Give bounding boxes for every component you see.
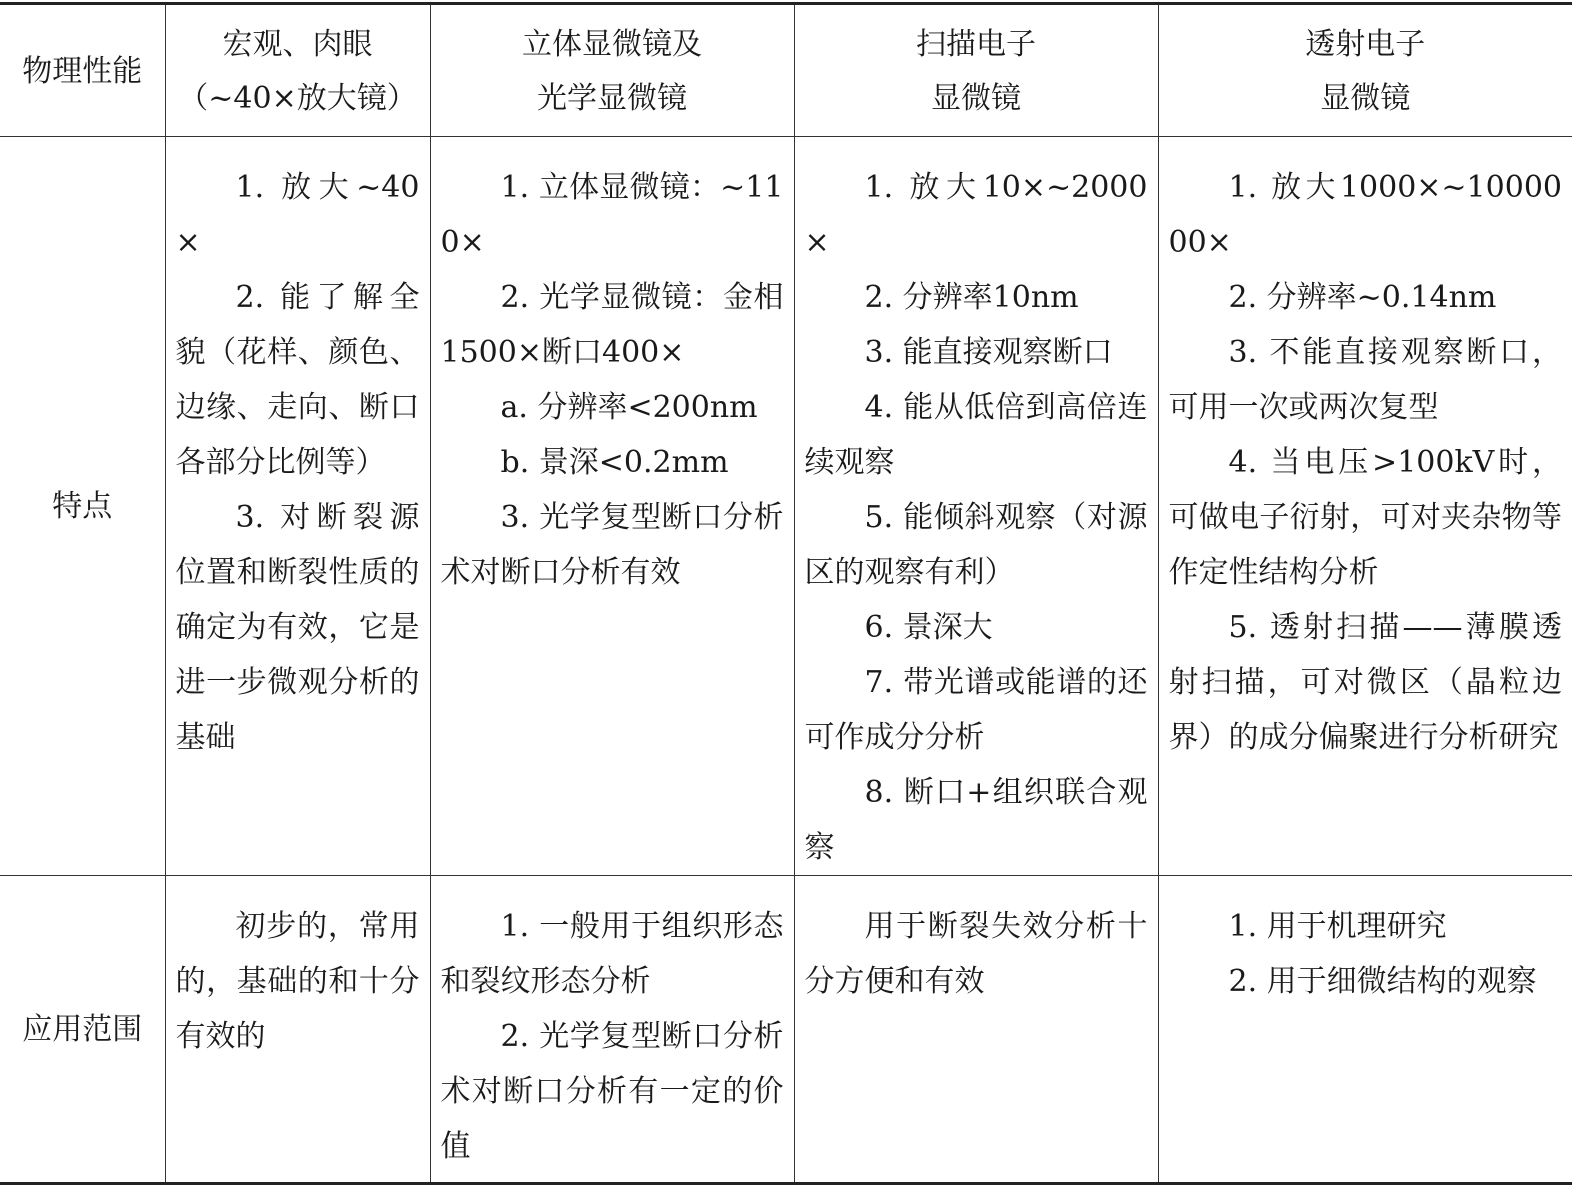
features-row [0, 137, 1572, 876]
header-col4-line1: 透射电子 [1159, 18, 1572, 72]
application-optical-item: 2. 光学复型断口分析术对断口分析有一定的价值 [441, 1009, 784, 1174]
application-macro-cell [165, 876, 430, 1184]
header-tem [1158, 4, 1572, 137]
features-optical-item: 1. 立体显微镜：~110× [441, 160, 784, 270]
header-optical [430, 4, 794, 137]
features-macro-cell [165, 137, 430, 876]
features-optical-item: 3. 光学复型断口分析术对断口分析有效 [441, 490, 784, 600]
application-sem-cell [794, 876, 1158, 1184]
features-tem-item: 5. 透射扫描——薄膜透射扫描，可对微区（晶粒边界）的成分偏聚进行分析研究 [1169, 600, 1563, 765]
header-col3-line1: 扫描电子 [795, 18, 1158, 72]
features-sem-item: 2. 分辨率10nm [805, 270, 1148, 325]
application-row [0, 876, 1572, 1184]
features-optical-cell [430, 137, 794, 876]
row-label-features: 特点 [0, 137, 165, 876]
header-col3-line2: 显微镜 [795, 72, 1158, 126]
features-tem-item: 3. 不能直接观察断口，可用一次或两次复型 [1169, 325, 1563, 435]
header-row [0, 4, 1572, 137]
features-sem-item: 3. 能直接观察断口 [805, 325, 1148, 380]
header-sem [794, 4, 1158, 137]
header-col4-line2: 显微镜 [1159, 72, 1572, 126]
row-label-application: 应用范围 [0, 876, 165, 1184]
header-col2-line2: 光学显微镜 [431, 72, 794, 126]
application-tem-cell [1158, 876, 1572, 1184]
header-col0-text: 物理性能 [0, 45, 165, 99]
features-sem-cell [794, 137, 1158, 876]
header-macro [165, 4, 430, 137]
header-col1-line2: （~40×放大镜） [166, 72, 430, 126]
application-optical-cell [430, 876, 794, 1184]
features-sem-item: 7. 带光谱或能谱的还可作成分分析 [805, 655, 1148, 765]
header-col2-line1: 立体显微镜及 [431, 18, 794, 72]
comparison-table [0, 2, 1572, 1185]
application-tem-item: 2. 用于细微结构的观察 [1169, 954, 1563, 1009]
features-macro-item: 1. 放大~40× [176, 160, 420, 270]
features-tem-item: 4. 当电压>100kV时，可做电子衍射，可对夹杂物等作定性结构分析 [1169, 435, 1563, 600]
features-optical-item: a. 分辨率<200nm [441, 380, 784, 435]
features-tem-cell [1158, 137, 1572, 876]
features-macro-item: 3. 对断裂源位置和断裂性质的确定为有效，它是进一步微观分析的基础 [176, 490, 420, 765]
features-optical-item: 2. 光学显微镜：金相1500×断口400× [441, 270, 784, 380]
application-optical-item: 1. 一般用于组织形态和裂纹形态分析 [441, 899, 784, 1009]
header-physical-property [0, 4, 165, 137]
features-tem-item: 1. 放大1000×~1000000× [1169, 160, 1563, 270]
features-sem-item: 6. 景深大 [805, 600, 1148, 655]
features-sem-item: 1. 放大10×~2000× [805, 160, 1148, 270]
features-macro-item: 2. 能了解全貌（花样、颜色、边缘、走向、断口各部分比例等） [176, 270, 420, 490]
application-tem-item: 1. 用于机理研究 [1169, 899, 1563, 954]
features-sem-item: 5. 能倾斜观察（对源区的观察有利） [805, 490, 1148, 600]
application-sem-item: 用于断裂失效分析十分方便和有效 [805, 899, 1148, 1009]
features-sem-item: 4. 能从低倍到高倍连续观察 [805, 380, 1148, 490]
features-tem-item: 2. 分辨率~0.14nm [1169, 270, 1563, 325]
features-optical-item: b. 景深<0.2mm [441, 435, 784, 490]
features-sem-item: 8. 断口+组织联合观察 [805, 765, 1148, 875]
header-col1-line1: 宏观、肉眼 [166, 18, 430, 72]
application-macro-item: 初步的，常用的，基础的和十分有效的 [176, 899, 420, 1064]
